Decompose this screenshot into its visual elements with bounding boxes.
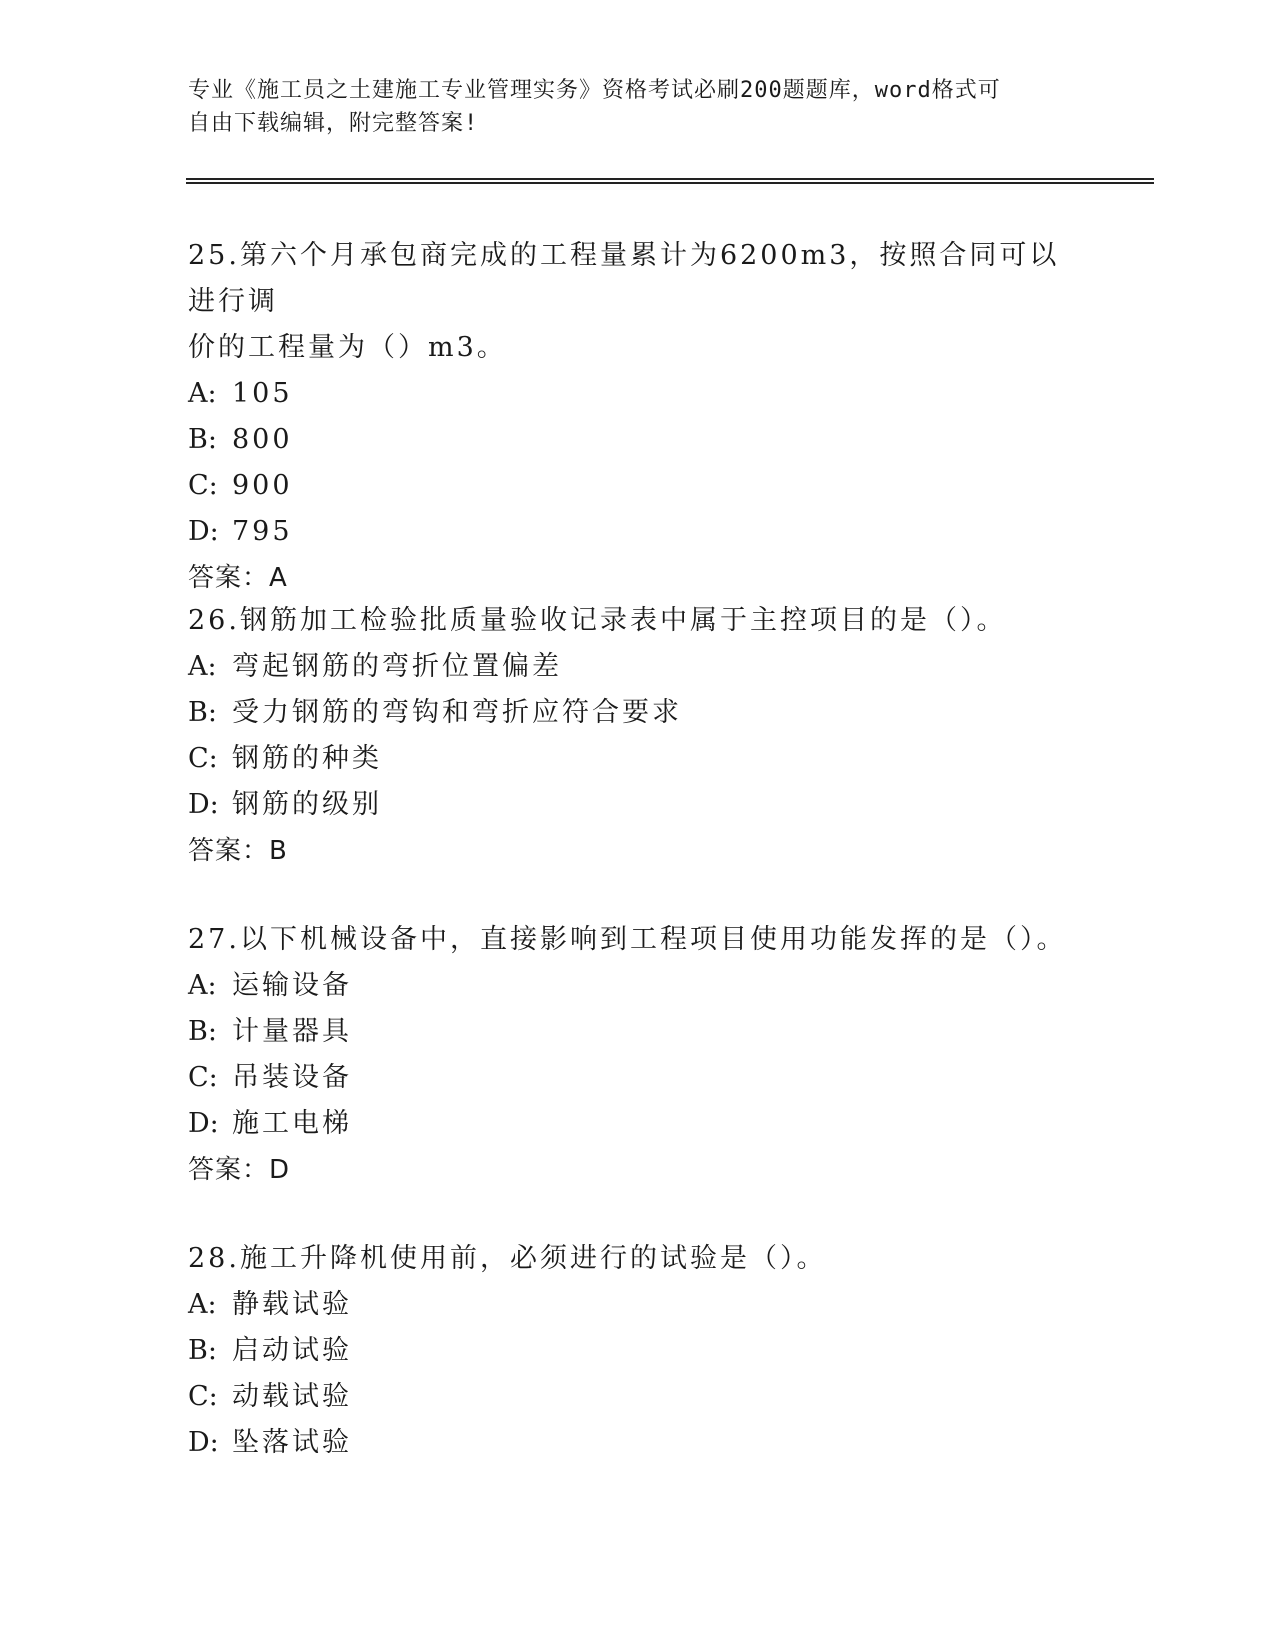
option-text: 运输设备 — [232, 970, 352, 1001]
option-a — [188, 371, 1088, 417]
option-key: A: — [188, 378, 217, 409]
answer-label: 答案：B — [188, 836, 288, 866]
question-27 — [188, 917, 1088, 1193]
question-stem — [188, 233, 1088, 371]
option-text: 受力钢筋的弯钩和弯折应符合要求 — [232, 697, 682, 728]
option-c — [188, 1374, 1088, 1420]
answer-label: 答案：D — [188, 1155, 291, 1185]
question-stem: 26.钢筋加工检验批质量验收记录表中属于主控项目的是（）。 — [188, 605, 1007, 636]
header-title-line-2: 自由下载编辑，附完整答案! — [188, 111, 479, 136]
option-key: B: — [188, 424, 217, 455]
option-text: 800 — [232, 424, 293, 455]
option-key: A: — [188, 651, 217, 682]
option-text: 弯起钢筋的弯折位置偏差 — [232, 651, 562, 682]
option-b — [188, 1009, 1088, 1055]
question-26 — [188, 598, 1088, 874]
option-key: A: — [188, 970, 217, 1001]
option-b — [188, 690, 1088, 736]
option-key: D: — [188, 1108, 219, 1139]
question-25 — [188, 233, 1088, 601]
answer-label: 答案：A — [188, 563, 288, 593]
option-text: 静载试验 — [232, 1289, 352, 1320]
option-text: 900 — [232, 470, 293, 501]
option-d — [188, 509, 1088, 555]
option-text: 坠落试验 — [232, 1427, 352, 1458]
option-key: D: — [188, 1427, 219, 1458]
option-text: 启动试验 — [232, 1335, 352, 1366]
option-c — [188, 463, 1088, 509]
option-text: 钢筋的种类 — [232, 743, 382, 774]
option-key: B: — [188, 697, 217, 728]
option-key: C: — [188, 1062, 218, 1093]
option-b — [188, 417, 1088, 463]
option-b — [188, 1328, 1088, 1374]
option-text: 795 — [232, 516, 293, 547]
question-stem: 28.施工升降机使用前，必须进行的试验是（）。 — [188, 1243, 827, 1274]
document-header — [188, 74, 1088, 140]
question-28 — [188, 1236, 1088, 1466]
option-text: 计量器具 — [232, 1016, 352, 1047]
option-key: C: — [188, 470, 218, 501]
header-double-rule — [186, 178, 1154, 184]
option-d — [188, 1101, 1088, 1147]
option-c — [188, 1055, 1088, 1101]
option-text: 动载试验 — [232, 1381, 352, 1412]
option-key: D: — [188, 789, 219, 820]
option-key: D: — [188, 516, 219, 547]
option-text: 105 — [232, 378, 293, 409]
option-a — [188, 1282, 1088, 1328]
header-title-line-1: 专业《施工员之土建施工专业管理实务》资格考试必刷200题题库，word格式可 — [188, 78, 1001, 103]
option-key: C: — [188, 1381, 218, 1412]
option-c — [188, 736, 1088, 782]
option-a — [188, 963, 1088, 1009]
option-key: A: — [188, 1289, 217, 1320]
question-stem-line-2: 价的工程量为（）m3。 — [188, 332, 507, 363]
option-key: B: — [188, 1016, 217, 1047]
option-text: 施工电梯 — [232, 1108, 352, 1139]
option-text: 吊装设备 — [232, 1062, 352, 1093]
question-stem: 27.以下机械设备中，直接影响到工程项目使用功能发挥的是（）。 — [188, 924, 1067, 955]
question-stem-line-1: 25.第六个月承包商完成的工程量累计为6200m3，按照合同可以进行调 — [188, 240, 1060, 317]
option-d — [188, 782, 1088, 828]
option-d — [188, 1420, 1088, 1466]
option-key: C: — [188, 743, 218, 774]
option-a — [188, 644, 1088, 690]
option-text: 钢筋的级别 — [232, 789, 382, 820]
option-key: B: — [188, 1335, 217, 1366]
